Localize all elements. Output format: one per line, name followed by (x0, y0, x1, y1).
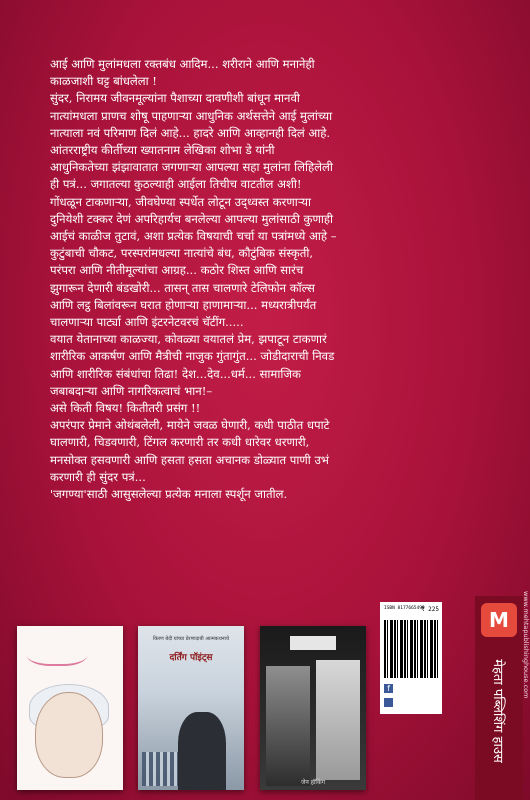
book-3-photo-left (266, 666, 310, 786)
blurb-line: परंपरा आणि नीतीमूल्यांचा आग्रह... कठोर शिस्त आणि सारंच (50, 263, 304, 278)
blurb-line: असे किती विषय! कितीतरी प्रसंग !! (50, 401, 201, 416)
signature-scrawl (27, 640, 87, 666)
blurb-line: दुनियेशी टक्कर देणं अपरिहार्यच बनलेल्या आपल्या मुलांसाठी कुणाही (50, 211, 334, 226)
isbn-text: ISBN 8177665499 (384, 606, 425, 611)
barcode (384, 620, 438, 678)
barcode-panel (380, 602, 442, 714)
book-cover-3 (260, 626, 366, 790)
book-2-title: दर्तिंग पॉइंट्स (169, 653, 213, 663)
blurb-line: मनसोक्त हसवणारी आणि हसता हसता अचानक डोळ्यात पाणी उभं (50, 452, 329, 467)
book-3-photo-right (316, 660, 360, 780)
blurb-line: करणारी ही सुंदर पत्रं... (50, 469, 146, 484)
blurb-line: जबाबदाऱ्या आणि नागरिकत्वाचं भान!– (50, 383, 213, 398)
book-2-header: किरण बेदी यांच्या प्रेरणादायी आत्मकथनाचे (152, 636, 230, 642)
blurb-line: आणि शारीरिक संबंधांचा तिढा! देश...देव...धर्म... सामाजिक (50, 366, 301, 381)
blurb-line: आंतरराष्ट्रीय कीर्तीच्या ख्यातनाम लेखिका शोभा डे यांनी (50, 143, 275, 158)
ebook-icon (384, 698, 393, 707)
blurb-line: काळजाशी घट्ट बांधलेला ! (50, 74, 157, 89)
book-2-crowd (142, 752, 182, 786)
blurb-line: शारीरिक आकर्षण आणि मैत्रीची नाजुक गुंतागुंत... जोडीदाराची निवड (50, 349, 335, 364)
book-cover-1 (17, 626, 123, 790)
blurb-line: आणि लट्ठ बिलांवरून घरात होणाऱ्या हाणामाऱ्या... मध्यरात्रीपर्यंत (50, 297, 317, 312)
blurb-line: आई आणि मुलांमधला रक्तबंध आदिम... शरीराने आणि मनानेही (50, 57, 315, 71)
blurb-line: वयात येतानाच्या काळज्या, कोवळ्या वयातलं प्रेम, झपाटून टाकणारं (50, 332, 327, 347)
book-3-author: जेन हॉकिंग (301, 779, 325, 786)
publisher-name: मेहता पब्लिशिंग हाउस (490, 659, 505, 763)
book-3-label (290, 636, 336, 650)
blurb-line: चालणाऱ्या पार्ट्या आणि इंटरनेटवरचं चॅटींग..... (50, 315, 244, 330)
blurb-line: सुंदर, निरामय जीवनमूल्यांना पैशाच्या दावणीशी बांधून मानवी (50, 91, 300, 106)
price-tag: ₹ 225 (420, 606, 439, 613)
blurb-line: कुटुंबाची चौकट, परस्परांमधल्या नात्यांचे बंध, कौटुंबिक संस्कृती, (50, 246, 314, 261)
blurb-line: गोंधळून टाकणाऱ्या, जीवघेण्या स्पर्धेत लोटून उद्ध्वस्त करणाऱ्या (50, 194, 312, 209)
blurb-line: नात्यांमधला प्राणच शोषू पाहणाऱ्या आधुनिक अर्थसत्तेने आई मुलांच्या (50, 108, 333, 123)
blurb-line: 'जगण्या'साठी आसुसलेल्या प्रत्येक मनाला स्पर्शून जातील. (50, 487, 288, 502)
blurb-line: झुगारून देणारी बंडखोरी... तासन् तास चालणारे टेलिफोन कॉल्स (50, 280, 315, 295)
portrait-face (35, 692, 103, 778)
blurb-line: घालणारी, चिडवणारी, टिंगल करणारी तर कधी धारेवर धरणारी, (50, 435, 310, 450)
blurb-line: आधुनिकतेच्या झंझावातात जगणाऱ्या आपल्या सहा मुलांना लिहिलेली (50, 160, 333, 175)
book-2-figure (178, 712, 226, 790)
blurb-line: अपरंपार प्रेमाने ओथंबलेली, मायेने जवळ घेणारी, कधी पाठीत धपाटे (50, 418, 330, 433)
blurb-line: नात्याला नवं परिमाण दिलं आहे... हादरे आणि आव्हानही दिलं आहे. (50, 125, 331, 140)
back-cover-blurb (50, 56, 435, 503)
book-cover-2 (138, 626, 244, 790)
blurb-line: ही पत्रं... जगातल्या कुठल्याही आईला तिचीच वाटतील अशी! (50, 177, 302, 192)
publisher-logo-icon: M (481, 603, 517, 637)
facebook-icon: f (384, 684, 393, 693)
publisher-url: www.mehtapublishinghouse.com (522, 591, 530, 699)
blurb-line: आईचं काळीज तुटावं, अशा प्रत्येक विषयाची चर्चा या पत्रांमध्ये आहे – (50, 229, 337, 244)
